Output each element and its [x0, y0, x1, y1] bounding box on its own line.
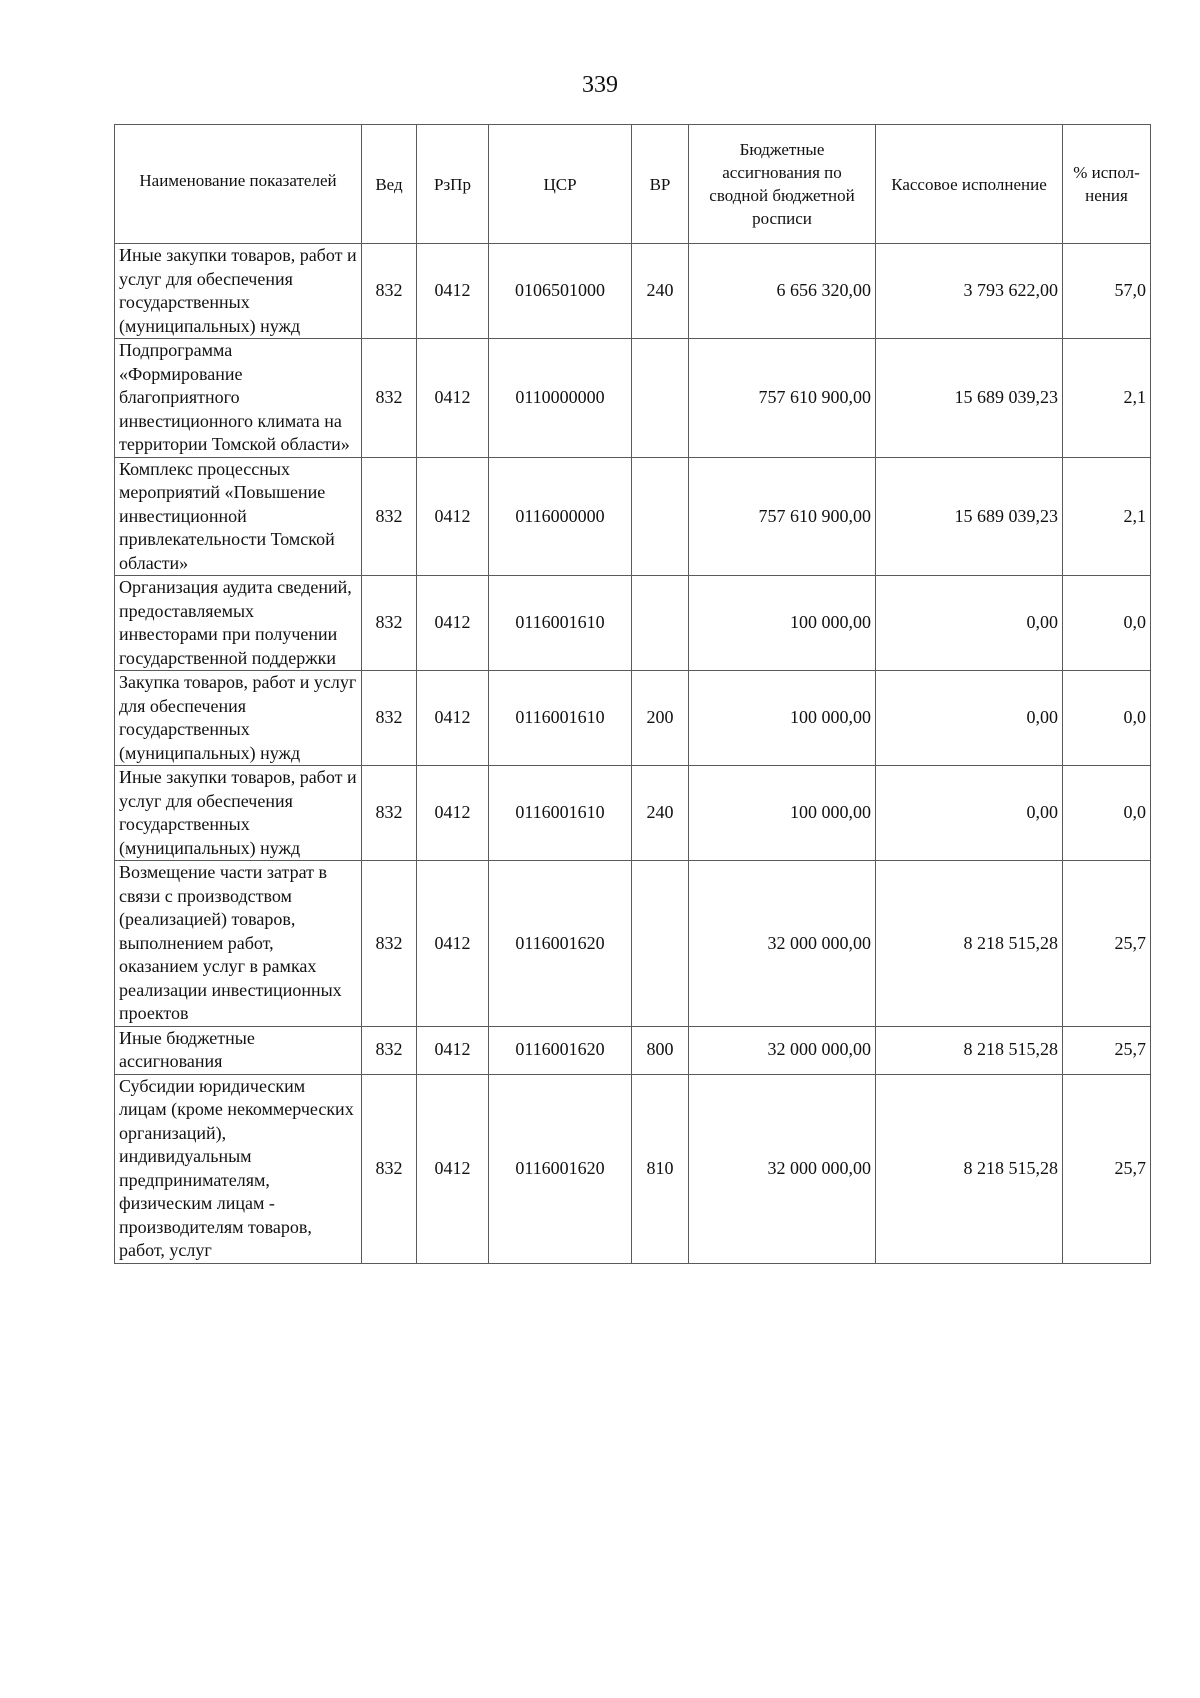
- row-assigned: 32 000 000,00: [689, 1026, 876, 1074]
- row-rzpr: 0412: [417, 1074, 489, 1263]
- page-number: 339: [582, 72, 618, 98]
- header-percent: % испол-нения: [1063, 125, 1151, 244]
- row-assigned: 757 610 900,00: [689, 457, 876, 576]
- row-rzpr: 0412: [417, 1026, 489, 1074]
- row-percent: 25,7: [1063, 861, 1151, 1027]
- row-executed: 3 793 622,00: [876, 244, 1063, 339]
- row-vr: [632, 457, 689, 576]
- table-row: [115, 671, 1151, 766]
- row-csr: 0116001610: [489, 671, 632, 766]
- row-name: Возмещение части затрат в связи с производством (реализацией) товаров, выполнением работ, оказанием услуг в рамках реализации инвестиционных проектов: [115, 861, 362, 1027]
- budget-execution-table: [114, 124, 1151, 1264]
- row-percent: 0,0: [1063, 671, 1151, 766]
- table-row: [115, 1074, 1151, 1263]
- table-row: [115, 1026, 1151, 1074]
- header-executed: Кассовое исполнение: [876, 125, 1063, 244]
- row-assigned: 757 610 900,00: [689, 339, 876, 458]
- row-rzpr: 0412: [417, 861, 489, 1027]
- table-row: [115, 766, 1151, 861]
- row-ved: 832: [362, 1026, 417, 1074]
- row-percent: 25,7: [1063, 1026, 1151, 1074]
- row-csr: 0116001620: [489, 861, 632, 1027]
- table-row: [115, 576, 1151, 671]
- table-row: [115, 339, 1151, 458]
- row-rzpr: 0412: [417, 671, 489, 766]
- row-rzpr: 0412: [417, 339, 489, 458]
- row-vr: 810: [632, 1074, 689, 1263]
- header-assigned: Бюджетные ассигнования по сводной бюджетной росписи: [689, 125, 876, 244]
- row-vr: 800: [632, 1026, 689, 1074]
- row-assigned: 32 000 000,00: [689, 861, 876, 1027]
- row-csr: 0106501000: [489, 244, 632, 339]
- row-vr: 240: [632, 766, 689, 861]
- header-csr: ЦСР: [489, 125, 632, 244]
- row-percent: 57,0: [1063, 244, 1151, 339]
- row-csr: 0116001620: [489, 1074, 632, 1263]
- header-ved: Вед: [362, 125, 417, 244]
- row-assigned: 100 000,00: [689, 766, 876, 861]
- row-executed: 0,00: [876, 766, 1063, 861]
- row-csr: 0116001610: [489, 766, 632, 861]
- row-csr: 0116000000: [489, 457, 632, 576]
- row-name: Иные бюджетные ассигнования: [115, 1026, 362, 1074]
- row-percent: 0,0: [1063, 766, 1151, 861]
- row-ved: 832: [362, 339, 417, 458]
- row-vr: 200: [632, 671, 689, 766]
- row-name: Организация аудита сведений, предоставляемых инвесторами при получении государственной поддержки: [115, 576, 362, 671]
- header-name: Наименование показателей: [115, 125, 362, 244]
- row-ved: 832: [362, 576, 417, 671]
- row-csr: 0116001620: [489, 1026, 632, 1074]
- row-ved: 832: [362, 244, 417, 339]
- row-csr: 0116001610: [489, 576, 632, 671]
- row-name: Иные закупки товаров, работ и услуг для обеспечения государственных (муниципальных) нужд: [115, 244, 362, 339]
- row-name: Иные закупки товаров, работ и услуг для обеспечения государственных (муниципальных) нужд: [115, 766, 362, 861]
- row-executed: 8 218 515,28: [876, 1026, 1063, 1074]
- row-executed: 8 218 515,28: [876, 1074, 1063, 1263]
- row-ved: 832: [362, 861, 417, 1027]
- header-rzpr: РзПр: [417, 125, 489, 244]
- row-vr: [632, 861, 689, 1027]
- row-name: Закупка товаров, работ и услуг для обеспечения государственных (муниципальных) нужд: [115, 671, 362, 766]
- row-vr: [632, 576, 689, 671]
- row-percent: 2,1: [1063, 339, 1151, 458]
- row-ved: 832: [362, 671, 417, 766]
- row-rzpr: 0412: [417, 766, 489, 861]
- row-assigned: 100 000,00: [689, 576, 876, 671]
- row-rzpr: 0412: [417, 244, 489, 339]
- table-row: [115, 457, 1151, 576]
- row-name: Комплекс процессных мероприятий «Повышение инвестиционной привлекательности Томской области»: [115, 457, 362, 576]
- header-vr: ВР: [632, 125, 689, 244]
- row-vr: [632, 339, 689, 458]
- row-vr: 240: [632, 244, 689, 339]
- row-csr: 0110000000: [489, 339, 632, 458]
- row-name: Субсидии юридическим лицам (кроме некоммерческих организаций), индивидуальным предпринимателям, физическим лицам - производителям товаров, работ, услуг: [115, 1074, 362, 1263]
- table-row: [115, 861, 1151, 1027]
- row-name: Подпрограмма «Формирование благоприятного инвестиционного климата на территории Томской области»: [115, 339, 362, 458]
- row-assigned: 100 000,00: [689, 671, 876, 766]
- row-executed: 0,00: [876, 671, 1063, 766]
- row-percent: 2,1: [1063, 457, 1151, 576]
- table-row: [115, 244, 1151, 339]
- row-ved: 832: [362, 1074, 417, 1263]
- row-percent: 25,7: [1063, 1074, 1151, 1263]
- row-percent: 0,0: [1063, 576, 1151, 671]
- row-executed: 15 689 039,23: [876, 457, 1063, 576]
- row-ved: 832: [362, 457, 417, 576]
- table-header-row: [115, 125, 1151, 244]
- row-ved: 832: [362, 766, 417, 861]
- row-assigned: 32 000 000,00: [689, 1074, 876, 1263]
- row-executed: 15 689 039,23: [876, 339, 1063, 458]
- row-assigned: 6 656 320,00: [689, 244, 876, 339]
- row-executed: 0,00: [876, 576, 1063, 671]
- row-rzpr: 0412: [417, 576, 489, 671]
- row-executed: 8 218 515,28: [876, 861, 1063, 1027]
- row-rzpr: 0412: [417, 457, 489, 576]
